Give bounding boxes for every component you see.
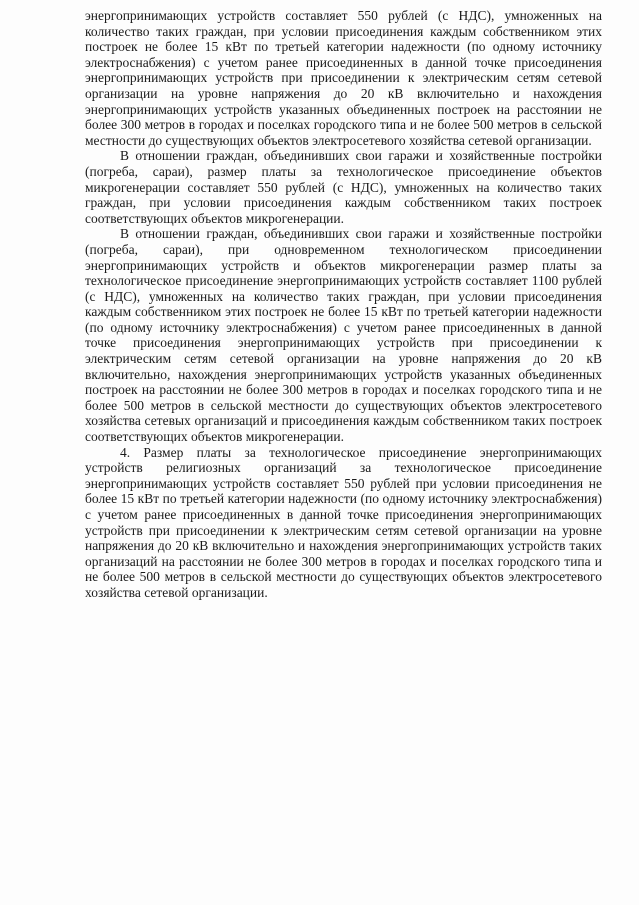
paragraph-microgeneration: В отношении граждан, объединивших свои гаражи и хозяйственные постройки (погреба, сараи), размер платы за технологическое присоединение объектов микрогенерации составляет 550 рублей (с НДС), умноженных на количество таких граждан, при условии присоединения каждым собственником таких построек соответствующих объектов микрогенерации. [85, 148, 602, 226]
document-body [85, 8, 602, 601]
paragraph-simultaneous-connection: В отношении граждан, объединивших свои гаражи и хозяйственные постройки (погреба, сараи), при одновременном технологическом присоединении энергопринимающих устройств и объектов микрогенерации размер платы за технологическое присоединение энергопринимающих устройств составляет 1100 рублей (с НДС), умноженных на количество таких граждан, при условии присоединения каждым собственником этих построек не более 15 кВт по третьей категории надежности (по одному источнику электроснабжения) с учетом ранее присоединенных в данной точке присоединения энергопринимающих устройств при присоединении к электрическим сетям сетевой организации на уровне напряжения до 20 кВ включительно, нахождения энергопринимающих устройств указанных объединенных построек на расстоянии не более 300 метров в городах и поселках городского типа и не более 500 метров в сельской местности до существующих объектов электросетевого хозяйства сетевых организаций и присоединения каждым собственником таких построек соответствующих объектов микрогенерации. [85, 226, 602, 445]
paragraph-religious-organizations: 4. Размер платы за технологическое присоединение энергопринимающих устройств религиозных организаций за технологическое присоединение энергопринимающих устройств составляет 550 рублей при условии присоединения не более 15 кВт по третьей категории надежности (по одному источнику электроснабжения) с учетом ранее присоединенных в данной точке присоединения энергопринимающих устройств при присоединении к электрическим сетям сетевой организации на уровне напряжения до 20 кВ включительно и нахождения энергопринимающих устройств таких организаций на расстоянии не более 300 метров в городах и поселках городского типа и не более 500 метров в сельской местности до существующих объектов электросетевого хозяйства сетевой организации. [85, 444, 602, 600]
paragraph-continued: энергопринимающих устройств составляет 550 рублей (с НДС), умноженных на количество таких граждан, при условии присоединения каждым собственником этих построек не более 15 кВт по третьей категории надежности (по одному источнику электроснабжения) с учетом ранее присоединенных в данной точке присоединения энергопринимающих устройств при присоединении к электрическим сетям сетевой организации на уровне напряжения до 20 кВ включительно и нахождения энергопринимающих устройств указанных объединенных построек на расстоянии не более 300 метров в городах и поселках городского типа и не более 500 метров в сельской местности до существующих объектов электросетевого хозяйства сетевой организации. [85, 8, 602, 148]
